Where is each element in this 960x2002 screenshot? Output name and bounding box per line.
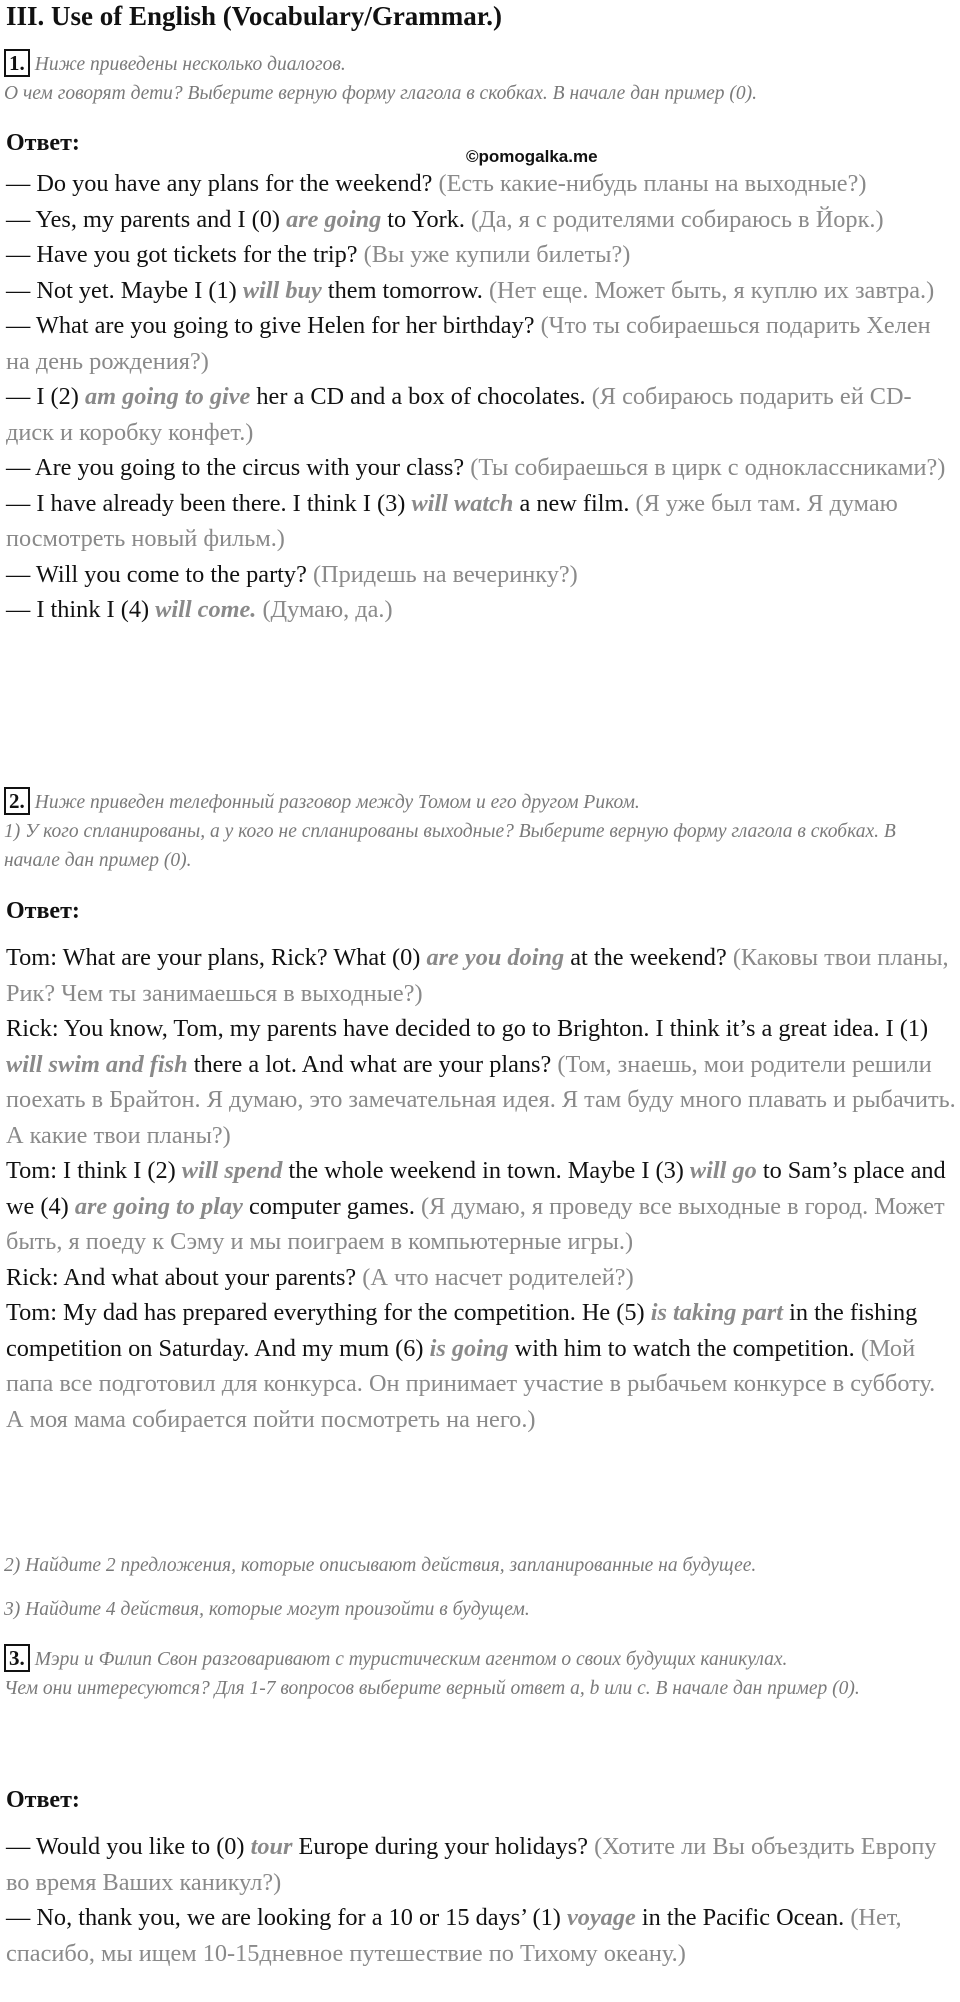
task1-line: — Not yet. Maybe I (1) will buy them tomorrow. (Нет еще. Может быть, я куплю их завтра.) [6,276,935,304]
task2-instr-2: 1) У кого спланированы, а у кого не спланированы выходные? Выберите верную форму глагола в скобках. В начале дан пример (0). [4,821,896,871]
task1-line: — I think I (4) will come. (Думаю, да.) [6,596,393,623]
task3-dialogue [6,1829,958,1971]
task3-instr-1: Мэри и Филип Свон разговаривают с туристическим агентом о своих будущих каникулах. [34,1649,788,1670]
task2-instr-1: Ниже приведен телефонный разговор между Томом и его другом Риком. [34,792,640,813]
task2-instruction [4,787,956,875]
task3-line-1: — Would you like to (0) tour Europe during your holidays? (Хотите ли Вы объездить Европу во время Ваших каникул?) [6,1833,937,1896]
task1-line: — Are you going to the circus with your class? (Ты собираешься в цирк с одноклассниками?) [6,454,946,481]
task2-para-5: Tom: My dad has prepared everything for the competition. He (5) is taking part in the fishing competition on Saturday. And my mum (6) is going with him to watch the competition. (Мой папа все подготовил для конкурса. Он принимает участие в рыбачьем конкурсе в субботу. А моя мама собирается пойти посмотреть на него.) [6,1299,936,1433]
task3-answer-label: Ответ: [6,1787,80,1813]
task1-line: — Yes, my parents and I (0) are going to York. (Да, я с родителями собираюсь в Йорк.) [6,205,884,233]
answer-1: will swim and fish [6,1050,188,1078]
answer-phrase: will buy [242,276,322,304]
answer-phrase: am going to give [84,383,251,410]
task1-answer-label: Ответ: [6,130,80,156]
task2-para-2: Rick: You know, Tom, my parents have decided to go to Brighton. I think it’s a great idea. I (1) will swim and fish there a lot. And what are your plans? (Том, знаешь, мои родители решили поехать в Брайтон. Я думаю, это замечательная идея. Я там буду много плавать и рыбачить. А какие твои планы?) [6,1015,956,1149]
task2-answer-label: Ответ: [6,898,80,924]
task2-para-4: Rick: And what about your parents? (А что насчет родителей?) [6,1263,634,1291]
answer-2: will spend [181,1157,283,1184]
task1-line: — I have already been there. I think I (3) will watch a new film. (Я уже был там. Я думаю посмотреть новый фильм.) [6,489,898,552]
task1-line: — Do you have any plans for the weekend? (Есть какие-нибудь планы на выходные?) [6,170,867,197]
task2-conversation [6,940,958,1437]
task2-number: 2. [4,787,30,815]
task2-para-1: Tom: What are your plans, Rick? What (0) are you doing at the weekend? (Каковы твои планы, Рик? Чем ты занимаешься в выходные?) [6,944,949,1007]
task1-line: — What are you going to give Helen for her birthday? (Что ты собираешься подарить Хелен на день рождения?) [6,312,931,375]
answer-3: will go [689,1157,757,1184]
task1-number: 1. [4,49,30,77]
task3-number: 3. [4,1644,30,1672]
task3-instruction [4,1644,956,1703]
task2-instr-3: 2) Найдите 2 предложения, которые описывают действия, запланированные на будущее. [4,1555,757,1576]
answer-5: is taking part [650,1299,784,1326]
task1-instr-2: О чем говорят дети? Выберите верную форму глагола в скобках. В начале дан пример (0). [4,83,757,104]
task1-dialogue [6,166,958,628]
answer-phrase: will watch [411,489,514,517]
task2-para-3: Tom: I think I (2) will spend the whole weekend in town. Maybe I (3) will go to Sam’s place and we (4) are going to play computer games. (Я думаю, я проведу все выходные в город. Может быть, я поеду к Сэму и мы поиграем в компьютерные игры.) [6,1157,946,1255]
task1-line: — I (2) am going to give her a CD and a box of chocolates. (Я собираюсь подарить ей CD-диск и коробку конфет.) [6,383,912,446]
section-heading: III. Use of English (Vocabulary/Grammar.) [6,1,503,31]
task1-instruction [4,49,956,108]
task2-instr-4: 3) Найдите 4 действия, которые могут произойти в будущем. [4,1599,530,1620]
answer-phrase: are going [286,205,382,233]
answer-phrase: will come. [155,596,257,623]
task3-line-2: — No, thank you, we are looking for a 10 or 15 days’ (1) voyage in the Pacific Ocean. (Нет, спасибо, мы ищем 10-15дневное путешествие по Тихому океану.) [6,1904,902,1967]
watermark: ©pomogalka.me [466,147,598,166]
answer-0: are you doing [426,944,565,971]
answer-0: tour [250,1833,293,1860]
answer-1: voyage [566,1904,636,1931]
task1-line: — Will you come to the party? (Придешь на вечеринку?) [6,560,578,588]
task3-instr-2: Чем они интересуются? Для 1-7 вопросов выберите верный ответ a, b или c. В начале дан пример (0). [4,1678,860,1699]
answer-4: are going to play [74,1192,243,1220]
task1-instr-1: Ниже приведены несколько диалогов. [34,54,346,75]
task1-line: — Have you got tickets for the trip? (Вы уже купили билеты?) [6,241,631,268]
answer-6: is going [429,1334,509,1362]
